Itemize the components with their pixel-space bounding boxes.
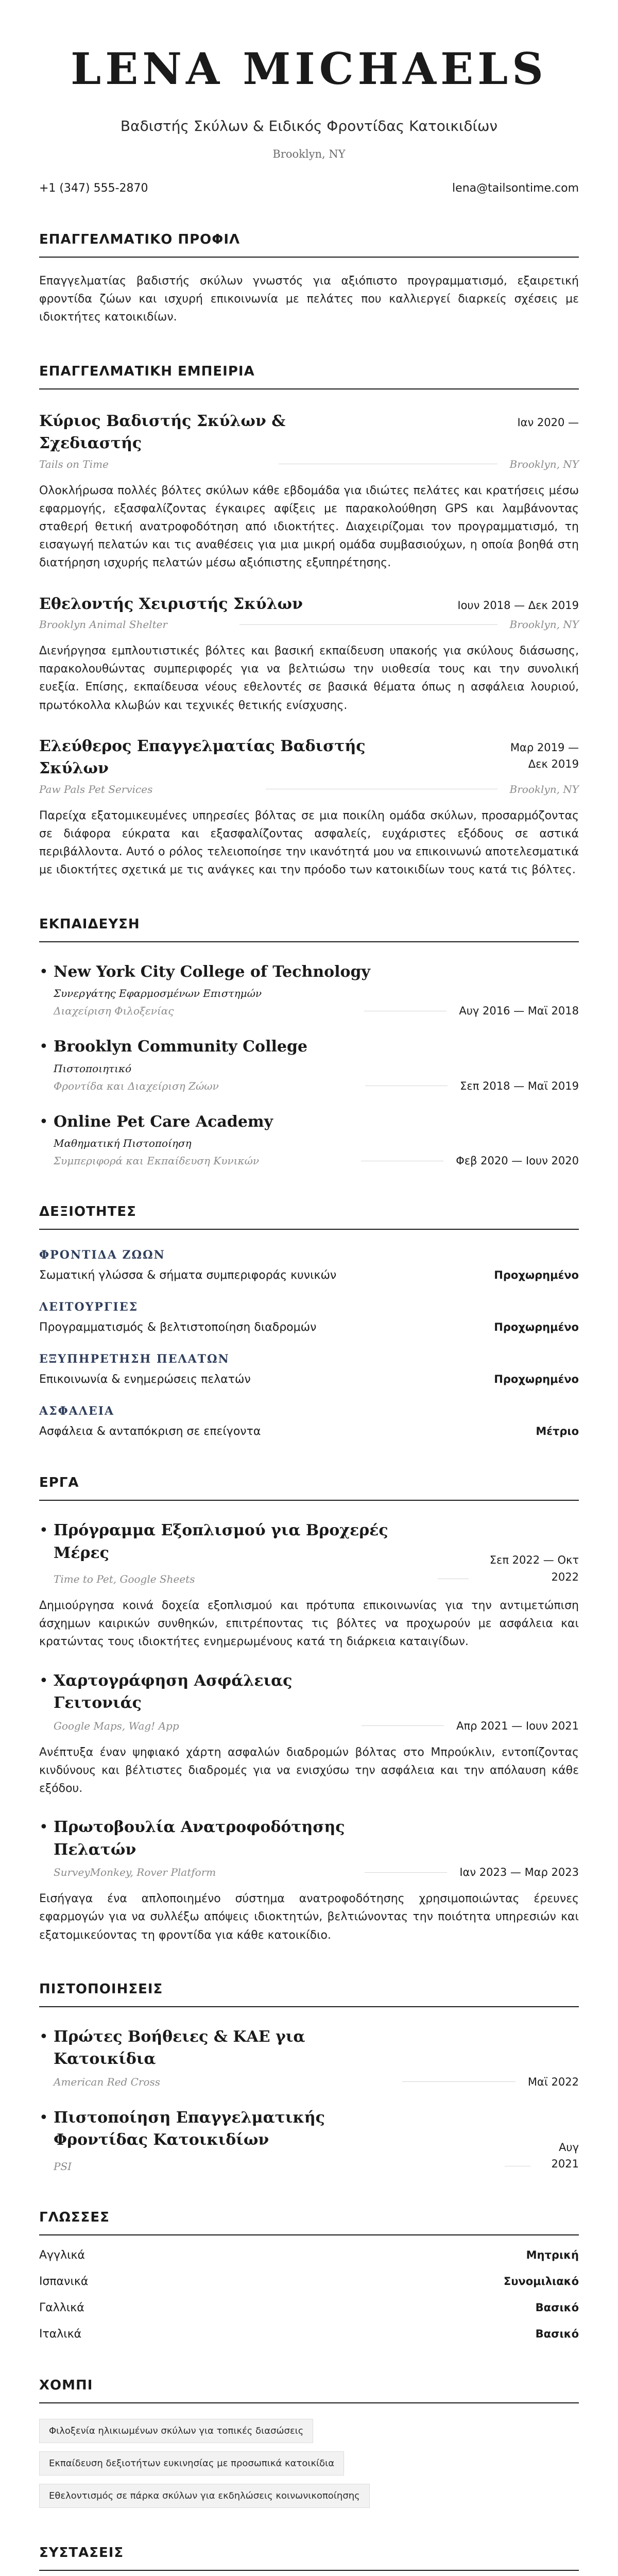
projects-section xyxy=(39,1475,579,1944)
hobby-tag: Εκπαίδευση δεξιοτήτων ευκινησίας με προσωπικά κατοικίδια xyxy=(39,2451,344,2476)
language-row xyxy=(39,2328,579,2341)
date-range: Φεβ 2020 — Ιουν 2020 xyxy=(456,1155,579,1167)
hobby-list xyxy=(39,2411,579,2508)
phone[interactable]: +1 (347) 555-2870 xyxy=(39,182,148,195)
skill-row xyxy=(39,1269,579,1282)
email[interactable]: lena@tailsontime.com xyxy=(452,182,579,195)
language-row xyxy=(39,2275,579,2288)
project-name: • Πρωτοβουλία Ανατροφοδότησης Πελατών xyxy=(54,1818,345,1859)
date-range: Απρ 2021 — Ιουν 2021 xyxy=(456,1719,579,1732)
education-entry xyxy=(39,1036,579,1092)
project-description: Εισήγαγα ένα απλοποιημένο σύστημα ανατροφοδότησης χρησιμοποιώντας έρευνες εφαρμογών για να συλλέξω απόψεις ιδιοκτητών, βελτιώνοντας την ποιότητα υπηρεσιών και εξατομικεύοντας τη φροντίδα για κάθε κατοικίδιο. xyxy=(39,1892,579,1942)
project-description: Δημιούργησα κοινά δοχεία εξοπλισμού και πρότυπα επικοινωνίας για την αντιμετώπιση άσχημων καιρικών συνθηκών, επιτρέποντας τις βόλτες να προχωρούν με ασφάλεια και κρατώντας τους ιδιοκτήτες ενημερωμένους κατά τη διάρκεια καταιγίδων. xyxy=(39,1599,579,1649)
section-title: ΕΠΑΓΓΕΛΜΑΤΙΚΟ ΠΡΟΦΙΛ xyxy=(39,232,579,258)
language-name: Ιταλικά xyxy=(39,2327,82,2341)
language-level: Βασικό xyxy=(535,2301,579,2314)
project-description: Ανέπτυξα έναν ψηφιακό χάρτη ασφαλών διαδρομών βόλτας στο Μπρούκλιν, εντοπίζοντας κινδύνους και βέλτιστες διαδρομές για να ενισχύσω την ασφάλεια και την απόλαυση κάθε εξόδου. xyxy=(39,1745,579,1795)
divider-line xyxy=(365,1872,447,1873)
role-description: Ολοκλήρωσα πολλές βόλτες σκύλων κάθε εβδομάδα για ιδιώτες πελάτες και κρατήσεις μέσω εφαρμογής, εξασφαλίζοντας έγκαιρες αφίξεις με παρακολούθηση GPS και λαμβάνοντας σταθερή θετική ανατροφοδότηση από ιδιοκτήτες. Διαχειρίζομαι τον προγραμματισμό, τη εισαγωγή πελατών και τις αναθέσεις για μια μικρή ομάδα συμβασιούχων, η οποία βοηθά στη διατήρηση ισχυρής πελατών μέσω αξιόπιστης εξυπηρέτησης. xyxy=(39,484,579,570)
company-name: Tails on Time xyxy=(39,457,109,470)
section-title: ΧΟΜΠΙ xyxy=(39,2378,579,2403)
school-name: • Brooklyn Community College xyxy=(54,1038,308,1056)
skill-name: Επικοινωνία & ενημερώσεις πελατών xyxy=(39,1373,251,1386)
education-entry xyxy=(39,1111,579,1167)
project-entry xyxy=(39,1519,579,1651)
degree: Συνεργάτης Εφαρμοσμένων Επιστημών xyxy=(54,987,262,999)
degree: Πιστοποιητικό xyxy=(54,1062,132,1075)
name-heading: LENA MICHAELS xyxy=(71,43,547,94)
skill-row xyxy=(39,1321,579,1334)
divider-line xyxy=(402,2081,516,2082)
profile-text: Επαγγελματίας βαδιστής σκύλων γνωστός για αξιόπιστο προγραμματισμό, εξαιρετική φροντίδα ζώων και ισχυρή επικοινωνία με πελάτες που καλλιεργεί διαρκείς σχέσεις με ιδιοκτήτες κατοικιδίων. xyxy=(39,275,579,324)
experience-entry xyxy=(39,410,579,572)
company-name: Brooklyn Animal Shelter xyxy=(39,618,168,631)
hobby-tag: Φιλοξενία ηλικιωμένων σκύλων για τοπικές διασώσεις xyxy=(39,2419,313,2443)
date-range: Ιαν 2020 — xyxy=(517,416,579,429)
contact-row xyxy=(39,182,579,195)
skill-level: Προχωρημένο xyxy=(494,1373,579,1385)
certification-entry xyxy=(39,2107,579,2173)
headline: Βαδιστής Σκύλων & Ειδικός Φροντίδας Κατοικιδίων xyxy=(120,117,498,134)
certification-entry xyxy=(39,2026,579,2088)
certification-date: Αυγ 2021 xyxy=(551,2141,579,2171)
company-location: Brooklyn, NY xyxy=(509,457,579,470)
divider-line xyxy=(239,624,497,625)
skill-name: Σωματική γλώσσα & σήματα συμπεριφοράς κυνικών xyxy=(39,1269,337,1282)
language-row xyxy=(39,2249,579,2262)
experience-entry xyxy=(39,593,579,715)
skill-level: Προχωρημένο xyxy=(494,1321,579,1333)
date-range: Σεπ 2018 — Μαϊ 2019 xyxy=(460,1079,579,1092)
experience-entry xyxy=(39,735,579,879)
role-title: Ελεύθερος Επαγγελματίας Βαδιστής Σκύλων xyxy=(39,737,366,778)
role-title: Κύριος Βαδιστής Σκύλων & Σχεδιαστής xyxy=(39,412,286,453)
certification-name: • Πρώτες Βοήθειες & ΚΑΕ για Κατοικίδια xyxy=(54,2027,305,2069)
education-section xyxy=(39,917,579,1167)
project-tools: Google Maps, Wag! App xyxy=(54,1719,179,1732)
field-of-study: Φροντίδα και Διαχείριση Ζώων xyxy=(54,1079,219,1092)
certifications-section xyxy=(39,1981,579,2173)
company-location: Brooklyn, NY xyxy=(509,783,579,795)
skill-category: ΕΞΥΠΗΡΕΤΗΣΗ ΠΕΛΑΤΩΝ xyxy=(39,1352,230,1366)
project-tools: SurveyMonkey, Rover Platform xyxy=(54,1866,216,1879)
degree: Μαθηματική Πιστοποίηση xyxy=(54,1137,192,1149)
date-range: Ιουν 2018 — Δεκ 2019 xyxy=(457,599,579,612)
language-level: Βασικό xyxy=(535,2327,579,2340)
issuer: PSI xyxy=(54,2160,72,2173)
field-of-study: Συμπεριφορά και Εκπαίδευση Κυνικών xyxy=(54,1155,260,1167)
skills-section xyxy=(39,1204,579,1438)
company-name: Paw Pals Pet Services xyxy=(39,783,153,795)
section-title: ΓΛΩΣΣΕΣ xyxy=(39,2210,579,2235)
language-name: Ισπανικά xyxy=(39,2275,89,2288)
experience-section xyxy=(39,364,579,879)
skill-level: Προχωρημένο xyxy=(494,1269,579,1281)
section-title: ΠΙΣΤΟΠΟΙΗΣΕΙΣ xyxy=(39,1981,579,2007)
skill-row xyxy=(39,1373,579,1386)
role-description: Διενήργησα εμπλουτιστικές βόλτες και βασική εκπαίδευση υπακοής για σκύλους διάσωσης, παρακολουθώντας συμπεριφορές για να βελτιώσω την υιοθεσία τους και την συνολική ευεξία. Επίσης, εκπαίδευσα νέους εθελοντές σε βασικά θέματα όπως η ασφάλεια λουριού, πρωτόκολλα κλωβών και τεχνικές θετικής ενίσχυσης. xyxy=(39,645,579,712)
languages-section xyxy=(39,2210,579,2341)
date-range: Αυγ 2016 — Μαϊ 2018 xyxy=(459,1005,579,1017)
hobby-tag: Εθελοντισμός σε πάρκα σκύλων για εκδηλώσεις κοινωνικοποίησης xyxy=(39,2484,370,2508)
education-entry xyxy=(39,961,579,1018)
date-range: Μαρ 2019 — Δεκ 2019 xyxy=(510,741,579,771)
language-name: Αγγλικά xyxy=(39,2248,85,2262)
references-section xyxy=(39,2545,579,2576)
language-level: Συνομιλιακό xyxy=(503,2275,579,2287)
language-row xyxy=(39,2301,579,2314)
project-entry xyxy=(39,1670,579,1798)
date-range: Σεπ 2022 — Οκτ 2022 xyxy=(489,1554,579,1583)
hobbies-section xyxy=(39,2378,579,2508)
company-location: Brooklyn, NY xyxy=(509,618,579,631)
section-title: ΕΡΓΑ xyxy=(39,1475,579,1501)
divider-line xyxy=(362,1725,444,1726)
profile-section xyxy=(39,232,579,327)
date-range: Ιαν 2023 — Μαρ 2023 xyxy=(459,1866,579,1879)
skill-name: Προγραμματισμός & βελτιστοποίηση διαδρομών xyxy=(39,1321,317,1334)
language-name: Γαλλικά xyxy=(39,2301,84,2314)
skill-level: Μέτριο xyxy=(536,1425,579,1437)
certification-name: • Πιστοποίηση Επαγγελματικής Φροντίδας Κατοικιδίων xyxy=(54,2108,325,2149)
section-title: ΕΚΠΑΙΔΕΥΣΗ xyxy=(39,917,579,942)
language-level: Μητρική xyxy=(526,2248,579,2261)
project-tools: Time to Pet, Google Sheets xyxy=(54,1573,195,1586)
section-title: ΕΠΑΓΓΕΛΜΑΤΙΚΗ ΕΜΠΕΙΡΙΑ xyxy=(39,364,579,389)
location: Brooklyn, NY xyxy=(272,148,346,160)
field-of-study: Διαχείριση Φιλοξενίας xyxy=(54,1005,174,1017)
section-title: ΣΥΣΤΑΣΕΙΣ xyxy=(39,2545,579,2571)
section-title: ΔΕΞΙΟΤΗΤΕΣ xyxy=(39,1204,579,1230)
project-entry xyxy=(39,1816,579,1944)
skill-name: Ασφάλεια & ανταπόκριση σε επείγοντα xyxy=(39,1425,261,1438)
skill-row xyxy=(39,1425,579,1438)
school-name: • New York City College of Technology xyxy=(54,962,370,981)
certification-date: Μαϊ 2022 xyxy=(527,2075,579,2088)
project-name: • Χαρτογράφηση Ασφάλειας Γειτονιάς xyxy=(54,1671,293,1713)
issuer: American Red Cross xyxy=(54,2075,161,2088)
project-name: • Πρόγραμμα Εξοπλισμού για Βροχερές Μέρες xyxy=(54,1521,388,1562)
role-description: Παρείχα εξατομικευμένες υπηρεσίες βόλτας σε μια ποικίλη ομάδα σκύλων, προσαρμόζοντας σε διάφορα εύκρατα και εξασφαλίζοντας ασφαλείς, ευχάριστες εξόδους σε αστικά περιβάλλοντα. Αυτό ο ρόλος τελειοποίησε την ικανότητά μου να επικοινωνώ αποτελεσματικά με ιδιοκτήτες σχετικά με τις ανάγκες και την πρόοδο των κατοικιδίων τους κατά τις βόλτες. xyxy=(39,809,579,877)
skill-category: ΛΕΙΤΟΥΡΓΙΕΣ xyxy=(39,1300,139,1314)
school-name: • Online Pet Care Academy xyxy=(54,1112,273,1131)
skill-category: ΦΡΟΝΤΙΔΑ ΖΩΩΝ xyxy=(39,1248,165,1262)
role-title: Εθελοντής Χειριστής Σκύλων xyxy=(39,595,303,613)
skill-category: ΑΣΦΑΛΕΙΑ xyxy=(39,1404,115,1418)
